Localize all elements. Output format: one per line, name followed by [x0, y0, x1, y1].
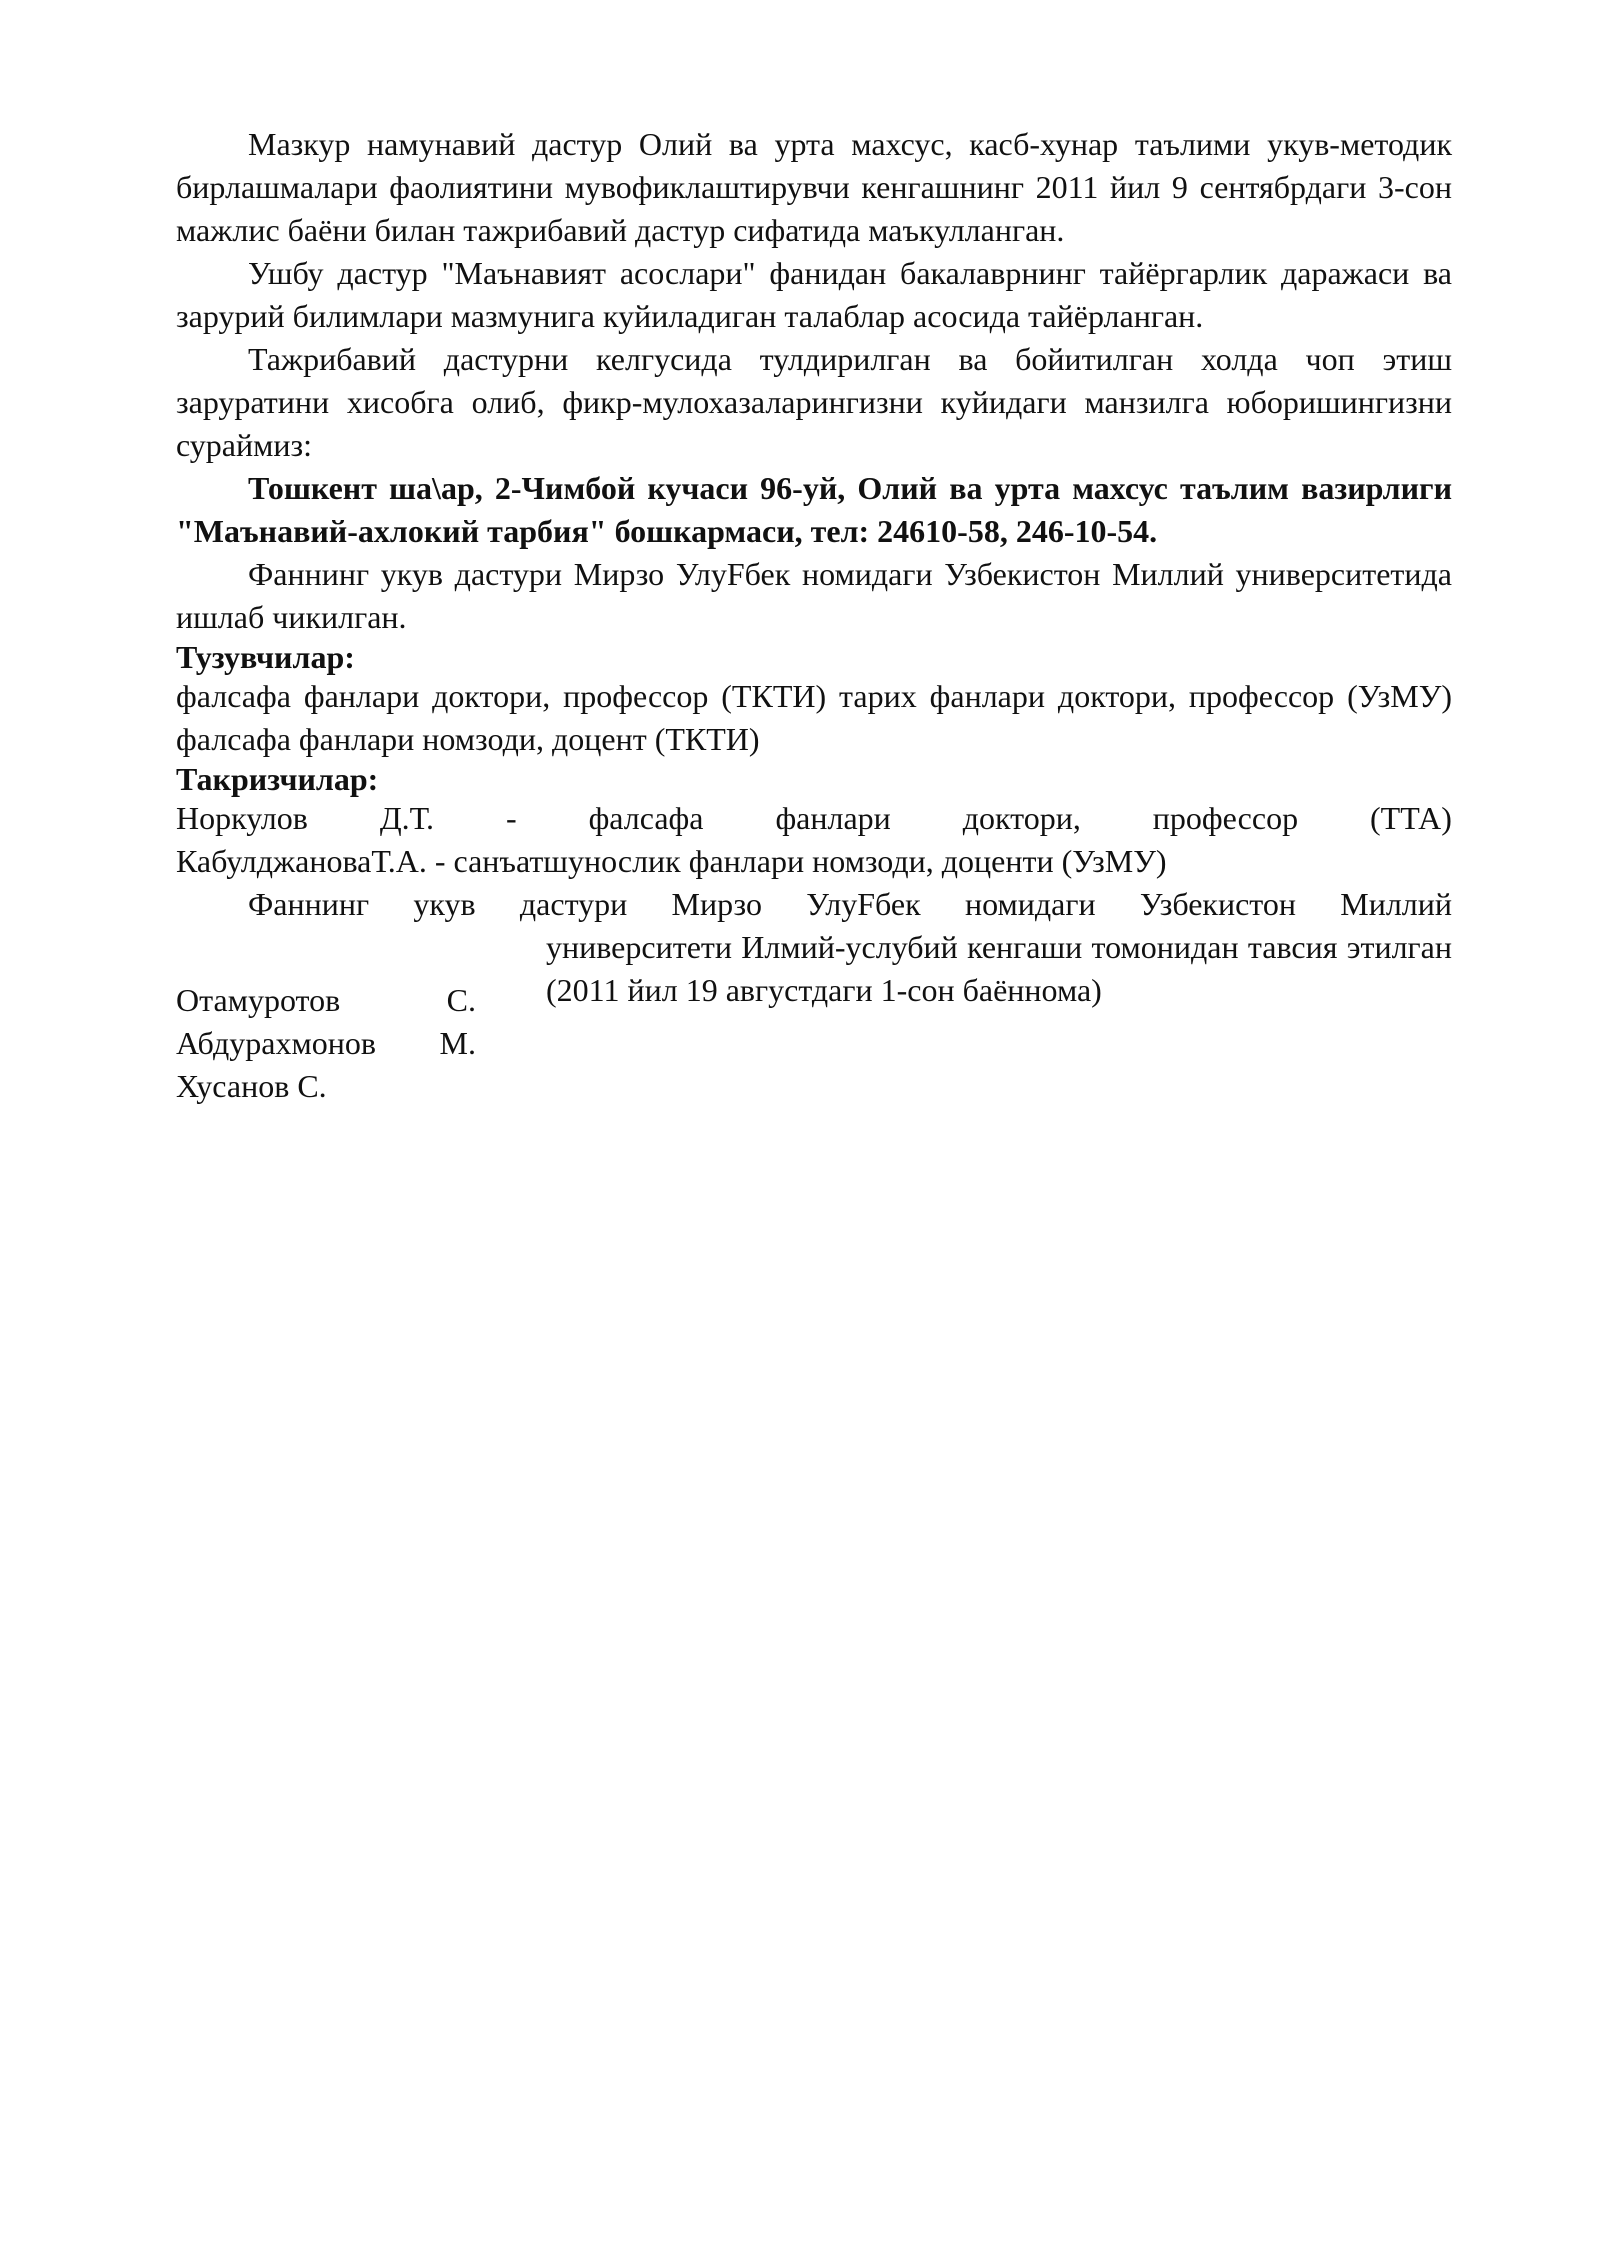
author-initial: М. — [439, 1025, 476, 1061]
author-line — [176, 1022, 476, 1065]
reviewer-line-1 — [176, 797, 1452, 840]
reviewer-word: фалсафа — [588, 800, 704, 836]
recommendation-line-1: Фаннинг укув дастури Мирзо УлуFбек номидаги Узбекистон Миллий — [248, 886, 1452, 922]
reviewer-dash: - — [505, 800, 517, 836]
reviewer-word: (ТТА) — [1370, 800, 1452, 836]
author-initial: С. — [446, 982, 476, 1018]
address-paragraph: Тошкент ша\ар, 2-Чимбой кучаси 96-уй, Олий ва урта махсус таълим вазирлиги "Маънавий-ахлокий тарбия" бошкармаси, тел: 24610-58, 246-10-54. — [176, 470, 1452, 549]
reviewer-line-2: КабулджановаТ.А. - санъатшунослик фанлари номзоди, доценти (УзМУ) — [176, 843, 1167, 879]
feedback-paragraph: Тажрибавий дастурни келгусида тулдирилган ва бойитилган холда чоп этиш заруратини хисобга олиб, фикр-мулохазаларингизни куйидаги манзилга юборишингизни сураймиз: — [176, 341, 1452, 463]
reviewer-word: профессор — [1152, 800, 1299, 836]
developed-paragraph: Фаннинг укув дастури Мирзо УлуFбек номидаги Узбекистон Миллий университетида ишлаб чикилган. — [176, 556, 1452, 635]
author-name: Хусанов С. — [176, 1068, 327, 1104]
document-page — [176, 123, 1452, 1104]
reviewer-word: доктори, — [962, 800, 1081, 836]
author-line — [176, 1065, 476, 1108]
reviewer-word: фанлари — [775, 800, 891, 836]
authors-list — [176, 979, 476, 1108]
reviewer-initials: Д.Т. — [379, 800, 434, 836]
recommendation-rest: университети Илмий-услубий кенгаши томонидан тавсия этилган (2011 йил 19 августдаги 1-сон баённома) — [546, 929, 1452, 1008]
reviewer-name: Норкулов — [176, 800, 308, 836]
recommendation-block — [176, 883, 1452, 1104]
reviewers-heading: Такризчилар: — [176, 761, 379, 797]
author-name: Отамуротов — [176, 982, 341, 1018]
approval-paragraph: Мазкур намунавий дастур Олий ва урта махсус, касб-хунар таълими укув-методик бирлашмалари фаолиятини мувофиклаштирувчи кенгашнинг 2011 йил 9 сентябрдаги 3-сон мажлис баёни билан тажрибавий дастур сифатида маъкулланган. — [176, 126, 1452, 248]
author-line — [176, 979, 476, 1022]
basis-paragraph: Ушбу дастур "Маънавият асослари" фанидан бакалаврнинг тайёргарлик даражаси ва зарурий билимлари мазмунига куйиладиган талаблар асосида тайёрланган. — [176, 255, 1452, 334]
author-name: Абдурахмонов — [176, 1025, 376, 1061]
compilers-heading: Тузувчилар: — [176, 639, 355, 675]
compilers-text: фалсафа фанлари доктори, профессор (ТКТИ) тарих фанлари доктори, профессор (УзМУ) фалсафа фанлари номзоди, доцент (ТКТИ) — [176, 678, 1452, 757]
